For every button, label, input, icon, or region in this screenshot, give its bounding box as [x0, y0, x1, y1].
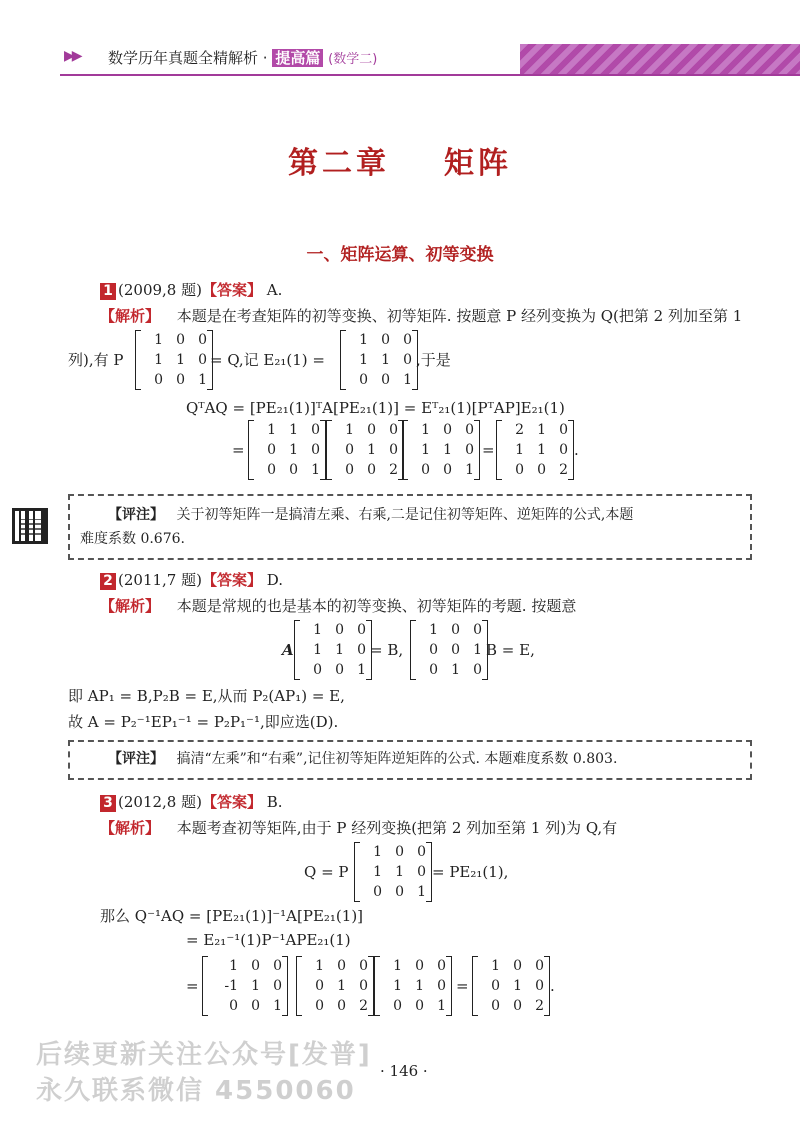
matrix-m11: [296, 956, 374, 1016]
qr-code-icon: [12, 508, 48, 544]
matrix-cell: 0: [229, 998, 238, 1014]
matrix-row: [375, 956, 451, 976]
matrix-cell: 1: [443, 442, 452, 458]
matrix-row: [295, 620, 371, 640]
problem-3-line-3: = E₂₁⁻¹(1)P⁻¹APE₂₁(1): [186, 931, 351, 949]
matrix-cell: 0: [513, 958, 522, 974]
matrix-row: [375, 996, 451, 1016]
matrix-cell: 0: [359, 978, 368, 994]
matrix-cell: 0: [345, 462, 354, 478]
matrix-row: [403, 440, 479, 460]
problem-1-formula: QᵀAQ = [PE₂₁(1)]ᵀA[PE₂₁(1)] = Eᵀ₂₁(1)[PᵀAP]E₂₁(1): [186, 399, 565, 417]
matrix-cell: 0: [315, 978, 324, 994]
matrix-m6: [496, 420, 574, 480]
matrix-cell: 0: [421, 462, 430, 478]
matrix-cell: 0: [311, 442, 320, 458]
matrix-cell: 1: [437, 998, 446, 1014]
matrix-cell: 1: [491, 958, 500, 974]
matrix-cell: 0: [359, 958, 368, 974]
matrix-cell: 0: [389, 422, 398, 438]
matrix-cell: 1: [465, 462, 474, 478]
problem-year: (2009,8 题): [118, 281, 202, 299]
note-text: 关于初等矩阵一是搞清左乘、右乘,二是记住初等矩阵、逆矩阵的公式,本题: [176, 507, 634, 523]
matrix-row: [355, 882, 431, 902]
matrix-cell: 0: [198, 352, 207, 368]
watermark-line-1: 后续更新关注公众号[发普]: [36, 1040, 372, 1070]
matrix-cell: 0: [515, 462, 524, 478]
matrix-m12: [374, 956, 452, 1016]
matrix-cell: 1: [367, 442, 376, 458]
matrix-m4: [326, 420, 404, 480]
matrix-cell: 2: [359, 998, 368, 1014]
matrix-row: [341, 330, 417, 350]
answer-label: 【答案】: [201, 571, 262, 589]
matrix-cell: 0: [198, 332, 207, 348]
matrix-cell: 0: [451, 642, 460, 658]
matrix-cell: 0: [443, 422, 452, 438]
matrix-m7: [294, 620, 372, 680]
matrix-row: [249, 460, 325, 480]
problem-3-eq-pe: = PE₂₁(1),: [432, 863, 509, 881]
matrix-m2: [340, 330, 418, 390]
matrix-cell: 0: [395, 844, 404, 860]
matrix-cell: 0: [473, 662, 482, 678]
matrix-row: [295, 640, 371, 660]
matrix-cell: 0: [381, 332, 390, 348]
page-number: · 146 ·: [380, 1062, 428, 1080]
matrix-cell: 1: [289, 442, 298, 458]
matrix-cell: 1: [537, 442, 546, 458]
matrix-m13: [472, 956, 550, 1016]
matrix-row: [375, 976, 451, 996]
matrix-cell: 1: [381, 352, 390, 368]
matrix-m1: [135, 330, 213, 390]
matrix-cell: 0: [289, 462, 298, 478]
matrix-cell: 0: [415, 998, 424, 1014]
book-subject: (数学二): [328, 52, 378, 67]
problem-1-line-2: 列),有 P: [68, 351, 124, 369]
matrix-cell: 1: [403, 372, 412, 388]
matrix-cell: 1: [251, 978, 260, 994]
matrix-cell: 0: [373, 884, 382, 900]
matrix-row: [297, 976, 373, 996]
matrix-cell: 1: [429, 622, 438, 638]
matrix-cell: 0: [429, 642, 438, 658]
matrix-cell: 0: [337, 998, 346, 1014]
matrix-cell: 1: [421, 422, 430, 438]
analysis-text: 本题是常规的也是基本的初等变换、初等矩阵的考题. 按题意: [176, 597, 577, 615]
matrix-cell: 1: [373, 864, 382, 880]
matrix-cell: 0: [417, 864, 426, 880]
section-title: 一、矩阵运算、初等变换: [306, 245, 494, 265]
matrix-cell: 0: [535, 978, 544, 994]
problem-year: (2011,7 题): [118, 571, 202, 589]
matrix-row: [297, 996, 373, 1016]
matrix-cell: 1: [359, 352, 368, 368]
matrix-cell: 0: [395, 884, 404, 900]
matrix-row: [403, 460, 479, 480]
matrix-cell: 0: [267, 442, 276, 458]
period: .: [574, 441, 579, 459]
matrix-cell: 0: [359, 372, 368, 388]
problem-2-line-2: 即 AP₁ = B,P₂B = E,从而 P₂(AP₁) = E,: [68, 687, 345, 705]
matrix-cell: 1: [359, 332, 368, 348]
matrix-cell: 0: [267, 462, 276, 478]
note-line-1: [108, 748, 617, 770]
analysis-label: 【解析】: [100, 819, 161, 837]
matrix-cell: 0: [537, 462, 546, 478]
matrix-cell: 0: [559, 422, 568, 438]
problem-2-eq-2: B = E,: [486, 641, 535, 659]
matrix-row: [497, 460, 573, 480]
problem-1-line-1: [100, 306, 742, 326]
matrix-m5: [402, 420, 480, 480]
note-box-2: [68, 740, 752, 780]
matrix-cell: 2: [515, 422, 524, 438]
matrix-row: [355, 862, 431, 882]
matrix-row: [411, 640, 487, 660]
matrix-m3: [248, 420, 326, 480]
matrix-row: [327, 420, 403, 440]
note-label: 【评注】: [108, 751, 164, 767]
matrix-m8: [410, 620, 488, 680]
matrix-cell: 0: [389, 442, 398, 458]
matrix-cell: 2: [389, 462, 398, 478]
answer-label: 【答案】: [201, 281, 262, 299]
matrix-cell: 1: [417, 884, 426, 900]
matrix-cell: 1: [473, 642, 482, 658]
matrix-cell: 0: [437, 958, 446, 974]
equals-sign: =: [456, 977, 469, 995]
problem-1-eq: = Q,记 E₂₁(1) =: [210, 351, 325, 369]
matrix-cell: 2: [559, 462, 568, 478]
matrix-cell: 0: [273, 978, 282, 994]
matrix-cell: 0: [367, 462, 376, 478]
matrix-cell: 0: [345, 442, 354, 458]
matrix-row: [203, 996, 287, 1016]
matrix-cell: 1: [393, 978, 402, 994]
matrix-cell: 0: [335, 662, 344, 678]
matrix-cell: 0: [443, 462, 452, 478]
answer-value: D.: [266, 571, 284, 589]
matrix-m9: [354, 842, 432, 902]
matrix-row: [136, 350, 212, 370]
matrix-cell: 0: [251, 958, 260, 974]
answer-value: A.: [266, 281, 283, 299]
equals-sign: =: [482, 441, 495, 459]
matrix-cell: 1: [345, 422, 354, 438]
matrix-cell: 0: [437, 978, 446, 994]
answer-label: 【答案】: [201, 793, 262, 811]
matrix-row: [355, 842, 431, 862]
matrix-row: [403, 420, 479, 440]
matrix-cell: 0: [393, 998, 402, 1014]
matrix-cell: 0: [451, 622, 460, 638]
matrix-row: [473, 956, 549, 976]
matrix-cell: 1: [289, 422, 298, 438]
matrix-cell: 0: [415, 958, 424, 974]
matrix-cell: 0: [176, 332, 185, 348]
matrix-row: [249, 440, 325, 460]
matrix-cell: 0: [535, 958, 544, 974]
matrix-cell: 1: [337, 978, 346, 994]
matrix-cell: 0: [491, 978, 500, 994]
page-header: [0, 36, 800, 80]
problem-2-line-1: [100, 596, 576, 616]
matrix-cell: 1: [451, 662, 460, 678]
matrix-cell: 0: [465, 422, 474, 438]
matrix-row: [136, 330, 212, 350]
matrix-row: [473, 976, 549, 996]
matrix-cell: 0: [491, 998, 500, 1014]
matrix-cell: 0: [403, 352, 412, 368]
matrix-cell: 1: [154, 352, 163, 368]
matrix-cell: 0: [273, 958, 282, 974]
matrix-cell: 1: [373, 844, 382, 860]
matrix-cell: 1: [313, 622, 322, 638]
matrix-row: [295, 660, 371, 680]
chapter-title: [0, 138, 800, 182]
matrix-cell: 0: [465, 442, 474, 458]
matrix-cell: 0: [315, 998, 324, 1014]
book-volume: 提高篇: [272, 49, 323, 67]
book-title: 数学历年真题全精解析 ·: [108, 49, 268, 67]
problem-2-line-3: 故 A = P₂⁻¹EP₁⁻¹ = P₂P₁⁻¹,即应选(D).: [68, 713, 339, 731]
note-line-2: 难度系数 0.676.: [80, 531, 185, 547]
matrix-cell: 0: [311, 422, 320, 438]
problem-1-header: [100, 280, 282, 300]
problem-3-line-2: 那么 Q⁻¹AQ = [PE₂₁(1)]⁻¹A[PE₂₁(1)]: [100, 907, 364, 925]
watermark-line-2: 永久联系微信 4550060: [36, 1076, 356, 1106]
matrix-cell: 0: [176, 372, 185, 388]
matrix-cell: 0: [251, 998, 260, 1014]
matrix-row: [203, 976, 287, 996]
analysis-text: 本题考查初等矩阵,由于 P 经列变换(把第 2 列加至第 1 列)为 Q,有: [176, 819, 618, 837]
analysis-text: 本题是在考查矩阵的初等变换、初等矩阵. 按题意 P 经列变换为 Q(把第 2 列加至第 1: [176, 307, 743, 325]
matrix-cell: -1: [224, 978, 238, 994]
matrix-label-a: A: [282, 641, 294, 659]
matrix-cell: 0: [403, 332, 412, 348]
matrix-row: [327, 440, 403, 460]
matrix-cell: 0: [357, 622, 366, 638]
analysis-label: 【解析】: [100, 597, 161, 615]
problem-number: 2: [100, 573, 116, 590]
arrow-icon: ▶▶: [64, 48, 80, 64]
matrix-cell: 2: [535, 998, 544, 1014]
matrix-cell: 1: [393, 958, 402, 974]
chapter-name: 矩阵: [444, 146, 512, 181]
matrix-cell: 1: [421, 442, 430, 458]
problem-number: 3: [100, 795, 116, 812]
matrix-cell: 1: [154, 332, 163, 348]
problem-1-then: ,于是: [416, 351, 451, 369]
matrix-cell: 1: [176, 352, 185, 368]
matrix-row: [473, 996, 549, 1016]
matrix-cell: 0: [559, 442, 568, 458]
matrix-row: [411, 620, 487, 640]
matrix-cell: 0: [429, 662, 438, 678]
matrix-row: [136, 370, 212, 390]
matrix-cell: 1: [315, 958, 324, 974]
matrix-cell: 0: [381, 372, 390, 388]
matrix-row: [203, 956, 287, 976]
problem-2-header: [100, 570, 283, 590]
matrix-cell: 0: [367, 422, 376, 438]
analysis-label: 【解析】: [100, 307, 161, 325]
matrix-cell: 0: [154, 372, 163, 388]
matrix-cell: 1: [313, 642, 322, 658]
matrix-cell: 0: [337, 958, 346, 974]
problem-3-line-1: [100, 818, 617, 838]
problem-number: 1: [100, 283, 116, 300]
matrix-cell: 0: [357, 642, 366, 658]
matrix-cell: 1: [537, 422, 546, 438]
matrix-row: [341, 370, 417, 390]
matrix-cell: 1: [267, 422, 276, 438]
matrix-row: [497, 420, 573, 440]
matrix-cell: 1: [198, 372, 207, 388]
matrix-row: [327, 460, 403, 480]
note-box-1: [68, 494, 752, 560]
matrix-cell: 0: [417, 844, 426, 860]
chapter-number: 第二章: [288, 146, 390, 181]
header-rule: [60, 74, 800, 76]
matrix-cell: 1: [357, 662, 366, 678]
note-line-1: [108, 504, 633, 526]
matrix-m10: [202, 956, 288, 1016]
matrix-cell: 0: [335, 622, 344, 638]
matrix-cell: 1: [229, 958, 238, 974]
period: .: [550, 977, 555, 995]
matrix-cell: 0: [313, 662, 322, 678]
note-text: 搞清“左乘”和“右乘”,记住初等矩阵逆矩阵的公式. 本题难度系数 0.803.: [176, 751, 618, 767]
matrix-row: [297, 956, 373, 976]
answer-value: B.: [266, 793, 283, 811]
matrix-row: [249, 420, 325, 440]
matrix-cell: 1: [415, 978, 424, 994]
problem-2-eq-1: = B,: [370, 641, 404, 659]
matrix-cell: 1: [513, 978, 522, 994]
problem-3-eq-q: Q = P: [304, 863, 349, 881]
matrix-cell: 1: [335, 642, 344, 658]
matrix-cell: 1: [273, 998, 282, 1014]
equals-sign: =: [232, 441, 245, 459]
matrix-cell: 0: [513, 998, 522, 1014]
note-label: 【评注】: [108, 507, 164, 523]
header-text: [108, 47, 377, 68]
matrix-cell: 1: [311, 462, 320, 478]
matrix-cell: 0: [473, 622, 482, 638]
matrix-row: [411, 660, 487, 680]
matrix-cell: 1: [395, 864, 404, 880]
header-decor-band: [520, 44, 800, 74]
matrix-cell: 1: [515, 442, 524, 458]
problem-year: (2012,8 题): [118, 793, 202, 811]
problem-3-header: [100, 792, 283, 812]
equals-sign: =: [186, 977, 199, 995]
matrix-row: [341, 350, 417, 370]
matrix-row: [497, 440, 573, 460]
